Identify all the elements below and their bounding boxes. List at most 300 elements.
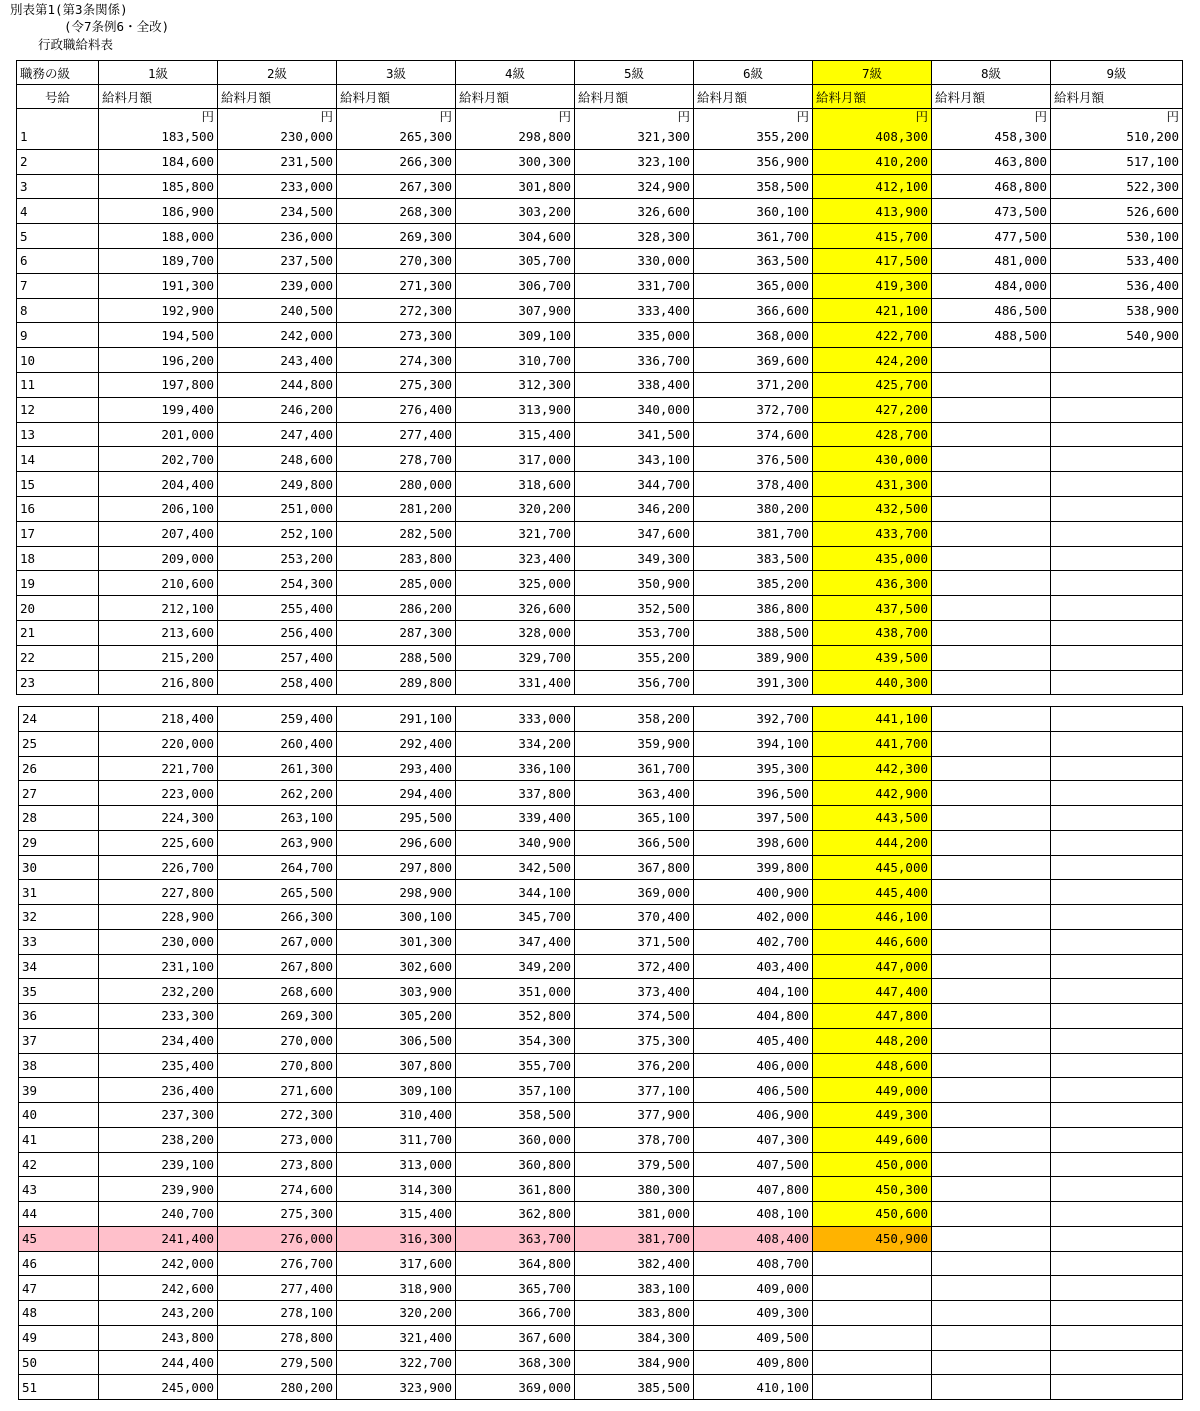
table-row [17,273,1183,298]
salary-cell: 357,100 [456,1078,575,1103]
monthly-salary-header: 給料月額 [694,85,813,109]
salary-cell [932,781,1051,806]
salary-cell: 339,400 [456,806,575,831]
salary-cell: 388,500 [694,620,813,645]
table-row [19,1375,1183,1400]
salary-cell [932,1301,1051,1326]
table-row [17,596,1183,621]
salary-cell: 231,100 [99,954,218,979]
monthly-salary-header: 給料月額 [575,85,694,109]
salary-cell: 304,600 [456,224,575,249]
table-row [19,806,1183,831]
salary-cell: 368,000 [694,323,813,348]
salary-cell [932,707,1051,732]
salary-cell: 361,800 [456,1177,575,1202]
salary-cell [1051,1177,1183,1202]
salary-cell: 375,300 [575,1028,694,1053]
salary-cell [932,546,1051,571]
salary-cell: 398,600 [694,830,813,855]
table-row [19,1028,1183,1053]
salary-cell: 356,900 [694,149,813,174]
grade-header-cell: 1級 [99,61,218,85]
step-number: 23 [17,670,99,695]
salary-cell: 312,300 [456,372,575,397]
salary-cell: 356,700 [575,670,694,695]
table-row [19,1177,1183,1202]
grade-header-row [17,61,1183,85]
step-number: 15 [17,472,99,497]
step-number: 40 [19,1103,99,1128]
salary-cell: 237,300 [99,1103,218,1128]
salary-cell [1051,954,1183,979]
table-row [17,372,1183,397]
salary-cell: 326,600 [575,199,694,224]
salary-cell: 369,000 [456,1375,575,1400]
salary-cell: 230,000 [99,929,218,954]
step-number: 6 [17,248,99,273]
salary-cell: 249,800 [218,472,337,497]
table-row [19,1325,1183,1350]
salary-cell: 302,600 [337,954,456,979]
salary-cell: 347,400 [456,929,575,954]
salary-cell [1051,1226,1183,1251]
salary-cell: 349,200 [456,954,575,979]
salary-cell [1051,1053,1183,1078]
salary-cell [932,596,1051,621]
salary-cell: 404,800 [694,1004,813,1029]
table-row [17,199,1183,224]
salary-cell [932,571,1051,596]
salary-cell: 366,500 [575,830,694,855]
salary-cell: 278,800 [218,1325,337,1350]
salary-cell: 204,400 [99,472,218,497]
salary-cell: 255,400 [218,596,337,621]
salary-cell: 266,300 [218,905,337,930]
salary-cell: 373,400 [575,979,694,1004]
step-number: 37 [19,1028,99,1053]
monthly-salary-header: 給料月額 [1051,85,1183,109]
salary-cell: 436,300 [813,571,932,596]
salary-cell: 381,000 [575,1202,694,1227]
salary-cell [932,348,1051,373]
unit-label: 円 [337,109,456,126]
salary-cell: 273,000 [218,1127,337,1152]
salary-cell: 197,800 [99,372,218,397]
salary-cell: 383,800 [575,1301,694,1326]
step-number: 21 [17,620,99,645]
salary-cell: 372,400 [575,954,694,979]
salary-cell [932,731,1051,756]
salary-cell: 236,400 [99,1078,218,1103]
salary-cell: 447,000 [813,954,932,979]
step-number: 27 [19,781,99,806]
salary-cell: 358,500 [694,174,813,199]
salary-cell: 324,900 [575,174,694,199]
salary-cell: 355,200 [694,125,813,149]
salary-cell: 346,200 [575,496,694,521]
salary-cell: 447,800 [813,1004,932,1029]
salary-cell: 305,200 [337,1004,456,1029]
monthly-salary-header: 給料月額 [456,85,575,109]
salary-cell: 433,700 [813,521,932,546]
salary-cell: 369,600 [694,348,813,373]
salary-cell: 362,800 [456,1202,575,1227]
salary-cell: 394,100 [694,731,813,756]
salary-cell [1051,670,1183,695]
table-row [19,855,1183,880]
salary-cell: 220,000 [99,731,218,756]
salary-cell: 380,200 [694,496,813,521]
salary-cell [813,1350,932,1375]
salary-cell: 463,800 [932,149,1051,174]
salary-cell: 378,400 [694,472,813,497]
salary-cell [932,1226,1051,1251]
table-row [17,248,1183,273]
salary-cell: 300,300 [456,149,575,174]
salary-cell: 381,700 [694,521,813,546]
table-row [19,781,1183,806]
table-row [19,880,1183,905]
unit-label: 円 [813,109,932,126]
step-number: 28 [19,806,99,831]
salary-cell: 355,700 [456,1053,575,1078]
salary-cell: 424,200 [813,348,932,373]
salary-cell: 413,900 [813,199,932,224]
salary-cell: 280,200 [218,1375,337,1400]
salary-cell: 442,900 [813,781,932,806]
salary-cell: 448,200 [813,1028,932,1053]
salary-cell: 318,600 [456,472,575,497]
salary-cell: 315,400 [456,422,575,447]
salary-cell [1051,348,1183,373]
salary-cell [932,756,1051,781]
salary-cell: 374,500 [575,1004,694,1029]
grade-header-cell: 2級 [218,61,337,85]
salary-cell: 272,300 [337,298,456,323]
salary-cell: 407,800 [694,1177,813,1202]
salary-cell: 239,900 [99,1177,218,1202]
salary-cell: 360,100 [694,199,813,224]
salary-cell: 188,000 [99,224,218,249]
salary-cell [1051,372,1183,397]
salary-cell: 233,300 [99,1004,218,1029]
salary-cell [1051,1202,1183,1227]
salary-cell: 421,100 [813,298,932,323]
salary-cell: 365,700 [456,1276,575,1301]
salary-cell: 486,500 [932,298,1051,323]
salary-cell: 280,000 [337,472,456,497]
salary-cell: 408,300 [813,125,932,149]
salary-cell: 199,400 [99,397,218,422]
salary-cell: 206,100 [99,496,218,521]
salary-cell [932,372,1051,397]
salary-cell: 227,800 [99,880,218,905]
salary-cell: 234,400 [99,1028,218,1053]
salary-cell: 343,100 [575,447,694,472]
salary-cell: 385,500 [575,1375,694,1400]
salary-cell: 358,200 [575,707,694,732]
salary-cell: 310,700 [456,348,575,373]
grade-header-cell: 7級 [813,61,932,85]
salary-cell: 397,500 [694,806,813,831]
salary-cell: 276,000 [218,1226,337,1251]
step-number: 12 [17,397,99,422]
salary-cell: 381,700 [575,1226,694,1251]
salary-cell: 191,300 [99,273,218,298]
salary-cell: 345,700 [456,905,575,930]
salary-cell [1051,546,1183,571]
salary-cell [932,1103,1051,1128]
salary-cell: 538,900 [1051,298,1183,323]
salary-cell: 325,000 [456,571,575,596]
step-number: 17 [17,521,99,546]
salary-cell: 408,100 [694,1202,813,1227]
unit-label: 円 [1051,109,1183,126]
salary-cell: 351,000 [456,979,575,1004]
salary-cell [932,1152,1051,1177]
salary-cell [1051,1004,1183,1029]
salary-cell [1051,855,1183,880]
salary-cell: 210,600 [99,571,218,596]
step-number: 30 [19,855,99,880]
salary-cell [1051,422,1183,447]
salary-cell [1051,1375,1183,1400]
salary-cell: 326,600 [456,596,575,621]
salary-cell: 289,800 [337,670,456,695]
salary-cell: 251,000 [218,496,337,521]
salary-cell [932,1028,1051,1053]
salary-cell: 194,500 [99,323,218,348]
salary-cell: 383,100 [575,1276,694,1301]
salary-cell: 242,600 [99,1276,218,1301]
salary-cell [1051,1127,1183,1152]
salary-cell: 366,700 [456,1301,575,1326]
salary-cell: 244,400 [99,1350,218,1375]
salary-cell: 309,100 [456,323,575,348]
salary-cell: 268,600 [218,979,337,1004]
table-row [17,521,1183,546]
step-number: 7 [17,273,99,298]
salary-cell: 243,400 [218,348,337,373]
salary-cell: 450,600 [813,1202,932,1227]
salary-cell: 221,700 [99,756,218,781]
step-number: 25 [19,731,99,756]
salary-cell: 237,500 [218,248,337,273]
salary-cell [813,1251,932,1276]
salary-cell: 240,700 [99,1202,218,1227]
salary-cell: 273,300 [337,323,456,348]
salary-cell [1051,521,1183,546]
salary-cell: 328,300 [575,224,694,249]
step-number: 9 [17,323,99,348]
table-row [17,174,1183,199]
salary-cell: 386,800 [694,596,813,621]
table-row [19,731,1183,756]
step-number: 3 [17,174,99,199]
salary-cell [1051,731,1183,756]
table-row [19,1301,1183,1326]
salary-cell [932,620,1051,645]
salary-cell: 364,800 [456,1251,575,1276]
salary-cell: 239,000 [218,273,337,298]
salary-cell: 239,100 [99,1152,218,1177]
salary-cell: 306,700 [456,273,575,298]
salary-cell: 376,200 [575,1053,694,1078]
step-number: 20 [17,596,99,621]
salary-cell: 402,700 [694,929,813,954]
salary-cell: 269,300 [218,1004,337,1029]
salary-cell: 391,300 [694,670,813,695]
salary-cell: 438,700 [813,620,932,645]
salary-cell: 233,000 [218,174,337,199]
table-row [19,830,1183,855]
table-row [19,756,1183,781]
salary-cell [1051,1028,1183,1053]
monthly-salary-header: 給料月額 [813,85,932,109]
step-number: 50 [19,1350,99,1375]
salary-cell: 526,600 [1051,199,1183,224]
table-row [17,447,1183,472]
salary-cell: 196,200 [99,348,218,373]
salary-cell: 321,400 [337,1325,456,1350]
salary-cell: 473,500 [932,199,1051,224]
salary-cell [1051,645,1183,670]
salary-cell: 306,500 [337,1028,456,1053]
salary-cell: 447,400 [813,979,932,1004]
salary-cell: 318,900 [337,1276,456,1301]
salary-cell: 294,400 [337,781,456,806]
salary-cell: 352,800 [456,1004,575,1029]
salary-cell: 355,200 [575,645,694,670]
salary-cell: 323,400 [456,546,575,571]
salary-cell: 337,800 [456,781,575,806]
salary-cell: 361,700 [694,224,813,249]
step-number: 35 [19,979,99,1004]
salary-cell: 330,000 [575,248,694,273]
salary-cell [1051,806,1183,831]
salary-cell [1051,1251,1183,1276]
salary-cell: 363,700 [456,1226,575,1251]
salary-cell: 408,400 [694,1226,813,1251]
salary-cell: 406,500 [694,1078,813,1103]
salary-cell: 347,600 [575,521,694,546]
salary-cell: 265,500 [218,880,337,905]
salary-cell [932,1004,1051,1029]
grade-header-cell: 8級 [932,61,1051,85]
salary-cell: 295,500 [337,806,456,831]
salary-cell: 261,300 [218,756,337,781]
salary-cell: 488,500 [932,323,1051,348]
salary-cell: 278,700 [337,447,456,472]
step-number: 10 [17,348,99,373]
salary-cell: 419,300 [813,273,932,298]
step-number: 14 [17,447,99,472]
salary-cell: 258,400 [218,670,337,695]
unit-label: 円 [99,109,218,126]
salary-cell: 403,400 [694,954,813,979]
salary-cell: 296,600 [337,830,456,855]
salary-cell: 313,900 [456,397,575,422]
monthly-salary-header: 給料月額 [218,85,337,109]
salary-cell: 231,500 [218,149,337,174]
table-row [17,546,1183,571]
salary-cell: 256,400 [218,620,337,645]
salary-cell: 236,000 [218,224,337,249]
salary-cell: 372,700 [694,397,813,422]
salary-cell: 213,600 [99,620,218,645]
salary-cell: 374,600 [694,422,813,447]
salary-cell: 392,700 [694,707,813,732]
grade-header-cell: 6級 [694,61,813,85]
salary-cell: 276,400 [337,397,456,422]
salary-cell: 247,400 [218,422,337,447]
salary-cell: 442,300 [813,756,932,781]
table-title: 行政職給料表 [38,37,114,52]
salary-table-part2 [18,706,1183,1400]
salary-cell: 335,000 [575,323,694,348]
unit-spacer [17,109,99,126]
step-number: 32 [19,905,99,930]
salary-cell: 371,500 [575,929,694,954]
table-row [17,397,1183,422]
step-number: 11 [17,372,99,397]
salary-cell: 449,300 [813,1103,932,1128]
salary-cell: 344,700 [575,472,694,497]
salary-cell: 431,300 [813,472,932,497]
step-number: 43 [19,1177,99,1202]
salary-cell: 449,600 [813,1127,932,1152]
salary-cell: 450,000 [813,1152,932,1177]
salary-cell: 235,400 [99,1053,218,1078]
salary-cell: 317,600 [337,1251,456,1276]
salary-cell: 336,700 [575,348,694,373]
salary-cell: 291,100 [337,707,456,732]
salary-cell: 533,400 [1051,248,1183,273]
table-row [17,645,1183,670]
table-row [17,298,1183,323]
salary-cell: 277,400 [337,422,456,447]
salary-cell [1051,781,1183,806]
salary-cell: 448,600 [813,1053,932,1078]
salary-cell: 409,000 [694,1276,813,1301]
salary-cell: 354,300 [456,1028,575,1053]
salary-cell: 245,000 [99,1375,218,1400]
step-number: 51 [19,1375,99,1400]
step-number: 24 [19,707,99,732]
salary-cell: 406,000 [694,1053,813,1078]
salary-cell: 262,200 [218,781,337,806]
salary-cell: 271,300 [337,273,456,298]
salary-cell: 329,700 [456,645,575,670]
salary-cell: 321,700 [456,521,575,546]
salary-cell: 279,500 [218,1350,337,1375]
salary-cell: 477,500 [932,224,1051,249]
step-number: 8 [17,298,99,323]
salary-cell: 409,800 [694,1350,813,1375]
step-number: 2 [17,149,99,174]
salary-cell: 445,000 [813,855,932,880]
salary-cell: 430,000 [813,447,932,472]
salary-cell [813,1301,932,1326]
salary-cell: 311,700 [337,1127,456,1152]
salary-cell: 425,700 [813,372,932,397]
salary-cell [932,1177,1051,1202]
step-number: 22 [17,645,99,670]
step-number: 33 [19,929,99,954]
salary-cell: 371,200 [694,372,813,397]
salary-cell [932,1127,1051,1152]
salary-cell: 353,700 [575,620,694,645]
